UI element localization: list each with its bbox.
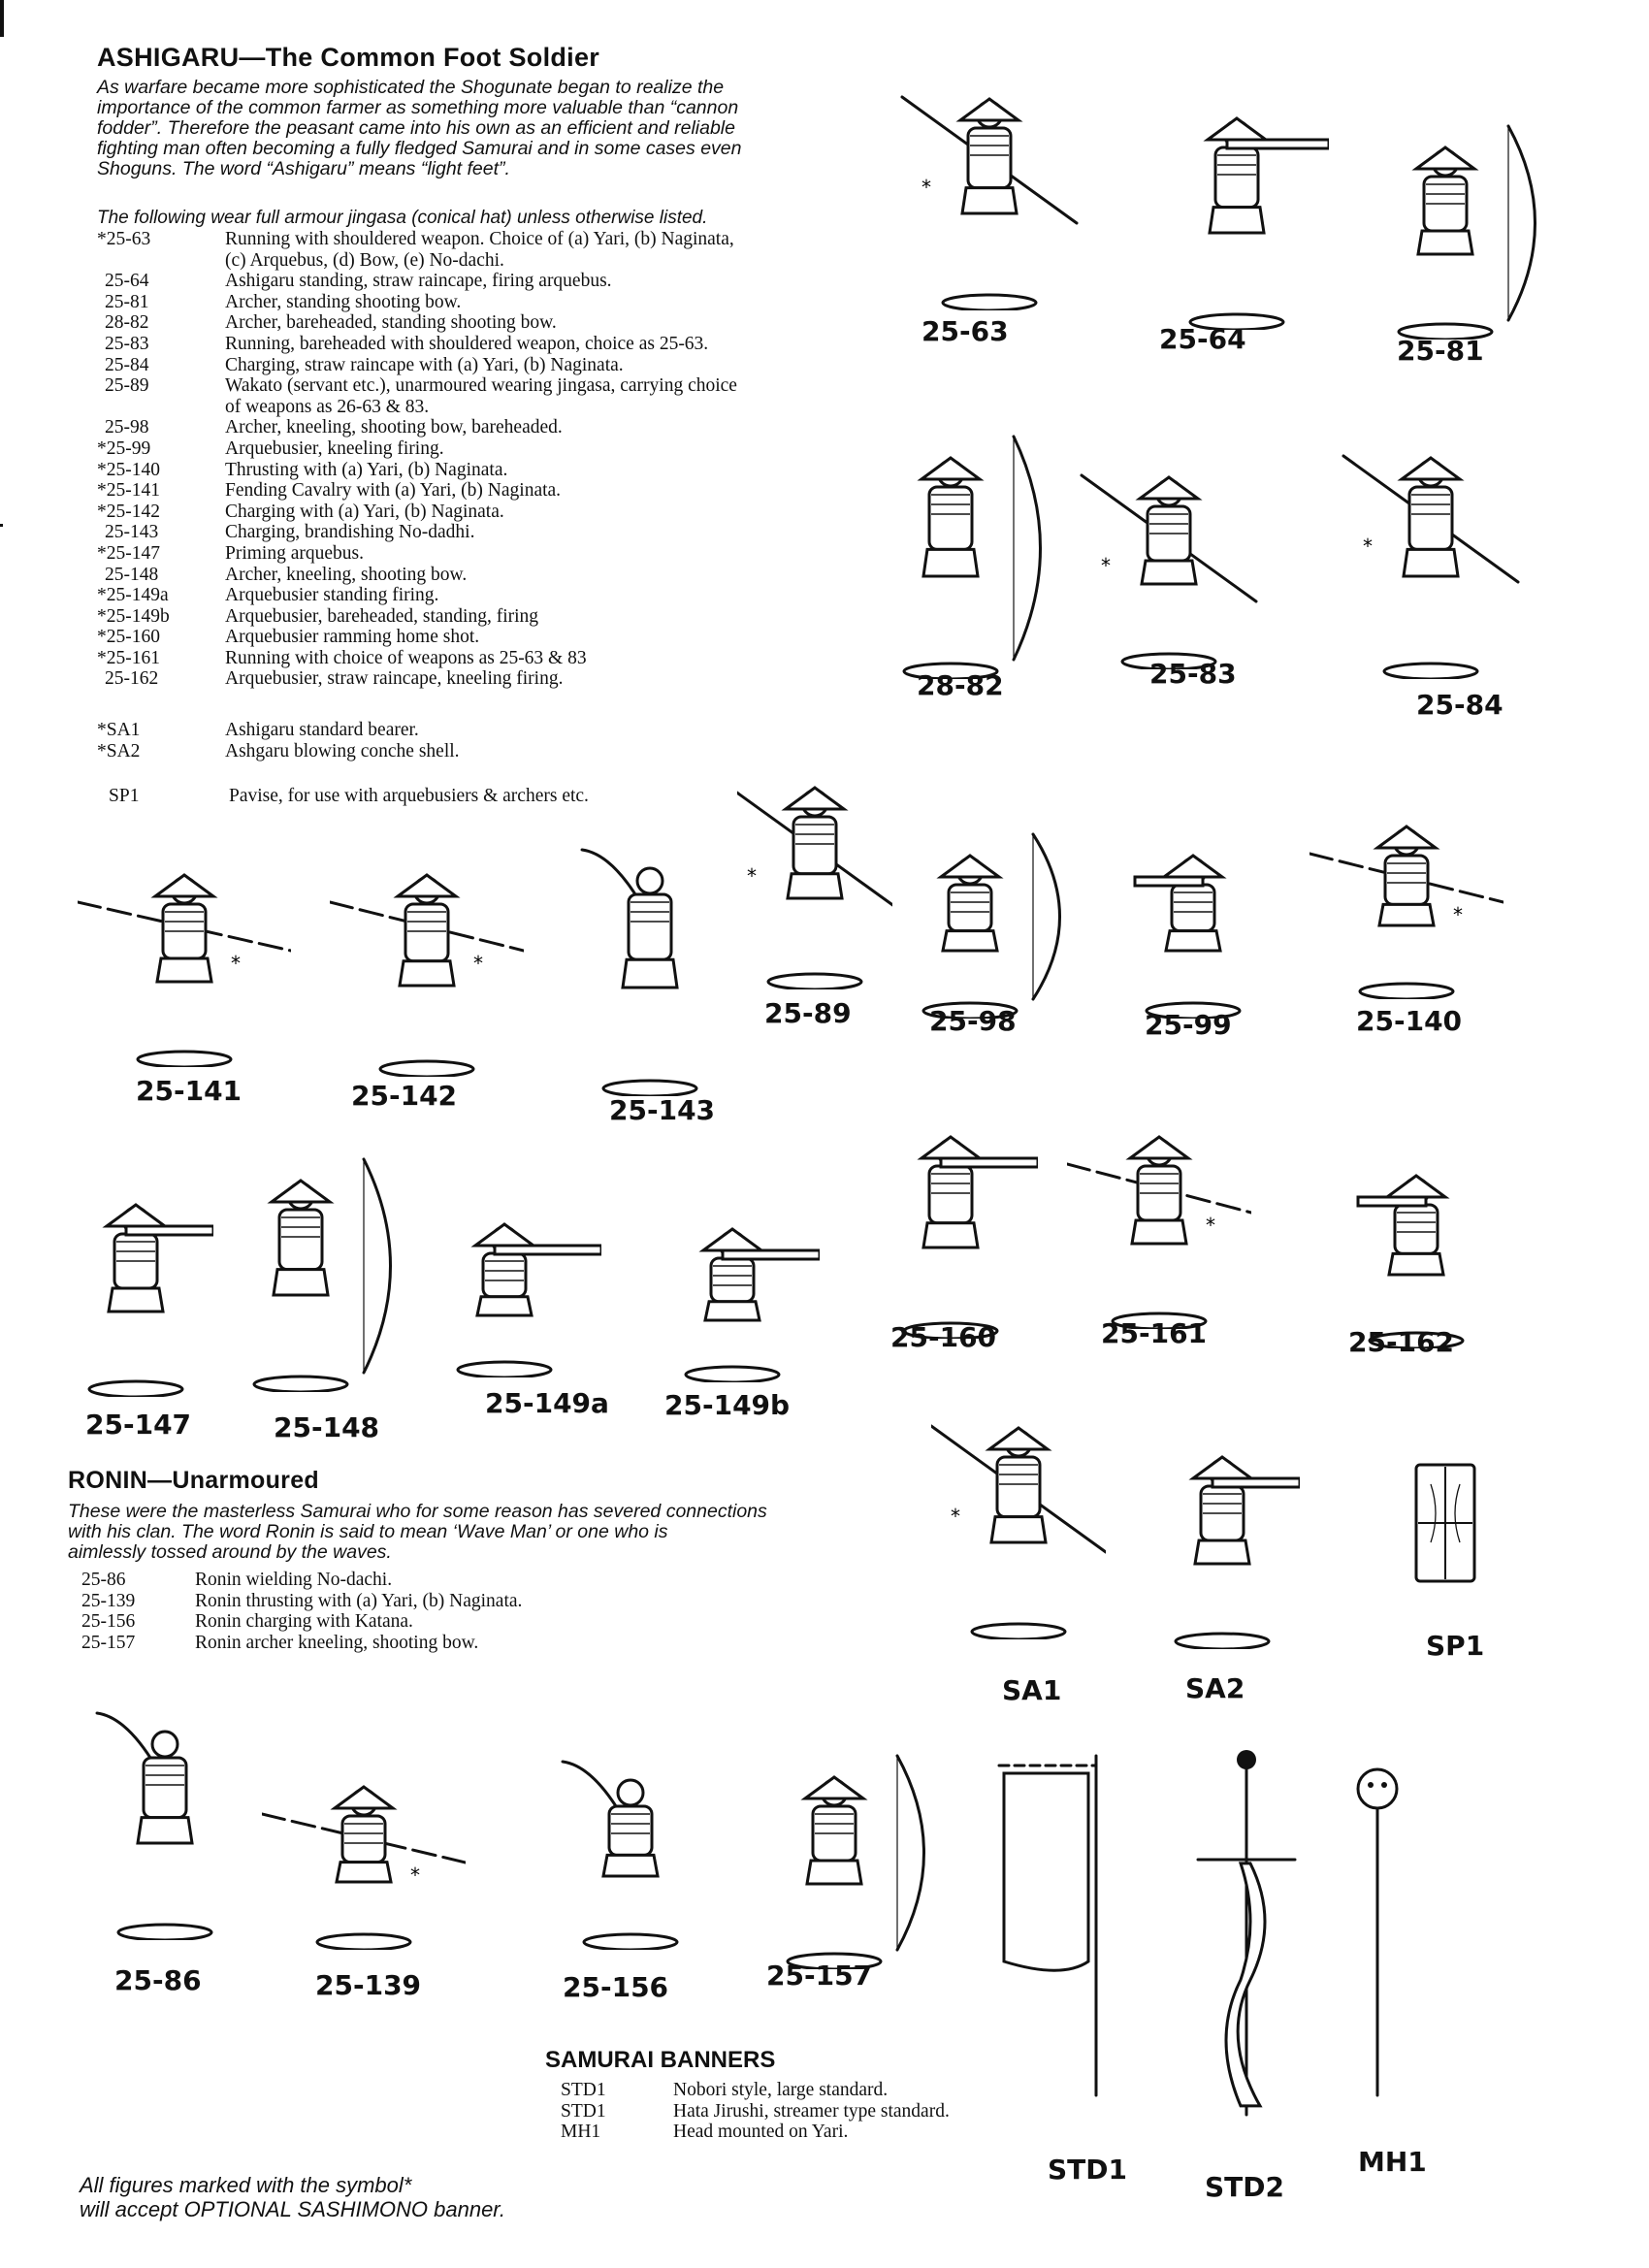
figure-drawing — [863, 1106, 1038, 1339]
figure-drawing — [1339, 427, 1523, 679]
figure-drawing — [931, 1397, 1106, 1639]
item-code: 25-98 — [105, 417, 149, 438]
item-code: 25-156 — [81, 1611, 136, 1633]
list-item — [97, 720, 892, 741]
figure-illustration — [1339, 427, 1523, 679]
figure-drawing — [989, 1746, 1135, 2105]
intro-line: Shoguns. The word “Ashigaru” means “light feet”. — [97, 158, 510, 179]
list-item — [97, 397, 892, 418]
item-desc: Arquebusier, straw raincape, kneeling firing. — [225, 668, 564, 690]
list-item — [74, 1591, 753, 1612]
figure-drawing — [1397, 1455, 1494, 1610]
figure-illustration — [223, 1140, 398, 1392]
list-item — [553, 2080, 1057, 2101]
item-code: 25-157 — [81, 1632, 136, 1653]
figure-illustration — [645, 1198, 820, 1382]
figure-label: 25-63 — [922, 315, 1009, 347]
figure-illustration — [873, 417, 1048, 679]
list-item — [97, 250, 892, 272]
footnote-line: All figures marked with the symbol* — [80, 2173, 412, 2197]
figure-illustration — [543, 1746, 718, 1950]
item-desc: Fending Cavalry with (a) Yari, (b) Naginata. — [225, 480, 562, 502]
figure-label: MH1 — [1358, 2146, 1427, 2178]
item-desc: Charging, brandishing No-dadhi. — [225, 522, 475, 543]
figure-illustration — [1358, 107, 1552, 340]
list-item — [97, 334, 892, 355]
list-item — [97, 271, 892, 292]
banners-list — [553, 2080, 1057, 2143]
item-desc: Arquebusier, bareheaded, standing, firing — [225, 605, 539, 627]
item-code: *25-140 — [97, 459, 160, 480]
figure-drawing — [1145, 1426, 1300, 1649]
item-desc: Thrusting with (a) Yari, (b) Naginata. — [225, 459, 508, 480]
figure-illustration — [407, 1193, 601, 1377]
list-item — [97, 627, 892, 648]
list-item — [97, 355, 892, 376]
figure-drawing — [1145, 87, 1329, 330]
figure-drawing — [1188, 1746, 1305, 2124]
list-item — [97, 648, 892, 669]
figure-illustration — [1188, 1746, 1305, 2124]
figure-label: 25-149b — [664, 1389, 791, 1421]
figure-label: 25-149a — [485, 1387, 609, 1419]
list-item — [553, 2122, 1057, 2143]
list-item — [74, 1570, 753, 1591]
item-desc: Ashigaru standard bearer. — [225, 720, 419, 740]
figure-illustration — [1329, 1135, 1504, 1348]
figure-illustration — [68, 1698, 262, 1940]
footnote-line: will accept OPTIONAL SASHIMONO banner. — [80, 2197, 505, 2221]
figure-illustration — [1310, 795, 1504, 999]
svg-text:*: * — [1101, 554, 1111, 577]
figure-illustration — [1145, 1426, 1300, 1649]
item-desc: Hata Jirushi, streamer type standard. — [673, 2100, 950, 2122]
svg-text:*: * — [747, 864, 757, 888]
item-code: *25-149a — [97, 585, 169, 606]
figure-drawing — [737, 1736, 951, 1969]
edge-mark — [0, 0, 4, 37]
ronin-intro — [68, 1502, 902, 1563]
list-item — [97, 229, 892, 250]
figure-label: SP1 — [1426, 1630, 1485, 1662]
figure-drawing — [330, 844, 524, 1077]
ashigaru-title: ASHIGARU—The Common Foot Soldier — [97, 43, 600, 72]
item-code: 25-64 — [105, 271, 149, 292]
figure-label: 25-147 — [85, 1409, 192, 1441]
item-code: STD1 — [561, 2080, 606, 2100]
item-desc: Ronin archer kneeling, shooting bow. — [195, 1632, 479, 1653]
figure-illustration — [892, 68, 1086, 310]
item-code: 25-89 — [105, 375, 149, 397]
list-item — [74, 1611, 753, 1633]
item-desc: Ronin charging with Katana. — [195, 1611, 413, 1633]
figure-illustration — [737, 1736, 951, 1969]
item-code: 25-84 — [105, 354, 149, 375]
list-item — [97, 522, 892, 543]
figure-label: 25-99 — [1145, 1009, 1232, 1041]
figure-label: 25-86 — [114, 1964, 202, 1996]
item-desc: Ronin thrusting with (a) Yari, (b) Naginata. — [195, 1590, 523, 1611]
figure-drawing — [737, 757, 892, 989]
figure-illustration — [1077, 446, 1261, 669]
figure-illustration — [262, 1756, 466, 1950]
item-desc: Arquebusier standing firing. — [225, 585, 439, 606]
figure-drawing — [892, 68, 1086, 310]
figure-label: SA2 — [1185, 1672, 1245, 1704]
figure-drawing — [1358, 107, 1552, 340]
list-item — [97, 460, 892, 481]
item-desc: Head mounted on Yari. — [673, 2122, 849, 2143]
list-item — [97, 292, 892, 313]
intro-line: These were the masterless Samurai who for some reason has severed connections — [68, 1501, 767, 1522]
item-desc: Archer, kneeling, shooting bow. — [225, 564, 468, 585]
ashigaru-list — [97, 229, 892, 690]
figure-drawing — [1067, 1106, 1251, 1329]
figure-illustration — [1067, 1106, 1251, 1329]
figure-label: 25-140 — [1356, 1005, 1463, 1037]
svg-text:*: * — [231, 952, 241, 975]
figure-label: 25-139 — [315, 1969, 422, 2001]
figure-drawing — [58, 1174, 213, 1397]
item-code — [97, 250, 225, 272]
figure-label: 25-98 — [929, 1005, 1017, 1037]
list-item — [74, 1633, 753, 1654]
figure-drawing — [1077, 446, 1261, 669]
figure-drawing — [78, 844, 291, 1067]
item-code: 25-139 — [81, 1590, 136, 1611]
item-code: *25-160 — [97, 627, 160, 648]
item-desc: Archer, standing shooting bow. — [225, 291, 462, 312]
figure-drawing — [68, 1698, 262, 1940]
item-desc: Nobori style, large standard. — [673, 2080, 889, 2100]
figure-label: 25-156 — [563, 1971, 669, 2003]
item-desc: Arquebusier ramming home shot. — [225, 627, 480, 648]
figure-drawing — [563, 834, 737, 1096]
item-code: *25-161 — [97, 647, 160, 668]
item-code: STD1 — [561, 2100, 606, 2122]
svg-text:*: * — [1206, 1214, 1215, 1237]
figure-label: 28-82 — [917, 669, 1004, 701]
figure-drawing — [645, 1198, 820, 1382]
item-desc: Priming arquebus. — [225, 542, 364, 564]
list-item — [97, 606, 892, 628]
list-item — [97, 543, 892, 565]
figure-label: 25-64 — [1159, 323, 1246, 355]
figure-label: 25-141 — [136, 1075, 242, 1107]
figure-illustration — [58, 1174, 213, 1397]
figure-label: STD2 — [1205, 2171, 1284, 2203]
list-item — [97, 565, 892, 586]
svg-text:*: * — [410, 1863, 420, 1887]
figure-illustration — [1397, 1455, 1494, 1610]
figure-illustration — [330, 844, 524, 1077]
item-code: 25-86 — [81, 1570, 126, 1590]
figure-illustration — [563, 834, 737, 1096]
figure-label: 25-157 — [766, 1960, 873, 1992]
item-desc: Wakato (servant etc.), unarmoured wearing jingasa, carrying choice — [225, 375, 737, 397]
figure-label: 25-162 — [1348, 1326, 1455, 1358]
svg-text:*: * — [922, 176, 931, 199]
item-code: 25-143 — [105, 522, 159, 543]
intro-line: with his clan. The word Ronin is said to mean ‘Wave Man’ or one who is — [68, 1521, 668, 1542]
item-desc: Ashgaru blowing conche shell. — [225, 740, 460, 761]
figure-illustration — [1348, 1756, 1406, 2105]
footnote — [80, 2173, 505, 2221]
item-code: *SA2 — [97, 740, 141, 761]
figure-label: 25-142 — [351, 1080, 458, 1112]
figure-illustration — [931, 1397, 1106, 1639]
figure-drawing — [543, 1746, 718, 1950]
item-code: *25-147 — [97, 542, 160, 564]
ronin-title: RONIN—Unarmoured — [68, 1467, 319, 1494]
item-code: *25-63 — [97, 229, 151, 249]
item-desc: Arquebusier, kneeling firing. — [225, 437, 444, 459]
list-item — [553, 2101, 1057, 2122]
item-desc: of weapons as 26-63 & 83. — [225, 396, 430, 417]
list-item — [97, 417, 892, 438]
figure-illustration — [863, 1106, 1038, 1339]
figure-drawing — [1116, 815, 1271, 1019]
item-code: MH1 — [561, 2122, 601, 2143]
figure-illustration — [892, 815, 1067, 1019]
list-item — [97, 668, 892, 690]
figure-drawing — [407, 1193, 601, 1377]
svg-text:*: * — [1453, 903, 1463, 926]
figure-drawing — [1348, 1756, 1406, 2105]
figure-illustration — [1145, 87, 1329, 330]
intro-line: fighting man often becoming a fully fledged Samurai and in some cases even — [97, 138, 742, 159]
item-desc: (c) Arquebus, (d) Bow, (e) No-dachi. — [225, 249, 504, 271]
intro-line: As warfare became more sophisticated the Shogunate began to realize the — [97, 77, 725, 98]
item-code: SP1 — [109, 786, 140, 806]
item-code — [97, 397, 225, 418]
item-desc: Running with shouldered weapon. Choice of (a) Yari, (b) Naginata, — [225, 229, 734, 249]
item-code: *25-141 — [97, 480, 160, 502]
item-code: 25-81 — [105, 291, 149, 312]
figure-label: SA1 — [1002, 1674, 1062, 1706]
figure-label: 25-160 — [890, 1321, 997, 1353]
item-code: 25-148 — [105, 564, 159, 585]
list-item — [97, 502, 892, 523]
figure-drawing — [223, 1140, 398, 1392]
item-code: 25-83 — [105, 333, 149, 354]
ronin-list — [74, 1570, 753, 1653]
figure-label: 25-89 — [764, 997, 852, 1029]
item-code: *25-149b — [97, 605, 170, 627]
item-desc: Ashigaru standing, straw raincape, firing arquebus. — [225, 271, 612, 292]
intro-line: fodder”. Therefore the peasant came into his own as an efficient and reliable — [97, 117, 735, 139]
figure-drawing — [892, 815, 1067, 1019]
ashigaru-extra-list — [97, 720, 892, 761]
ashigaru-subtitle: The following wear full armour jingasa (conical hat) unless otherwise listed. — [97, 208, 708, 228]
figure-drawing — [262, 1756, 466, 1950]
figure-illustration — [1116, 815, 1271, 1019]
item-code: 25-162 — [105, 668, 159, 690]
list-item — [97, 312, 892, 334]
item-desc: Archer, kneeling, shooting bow, bareheaded. — [225, 417, 563, 438]
item-desc: Running, bareheaded with shouldered weapon, choice as 25-63. — [225, 333, 709, 354]
figure-label: 25-84 — [1416, 689, 1504, 721]
list-item — [97, 480, 892, 502]
svg-text:*: * — [473, 952, 483, 975]
list-item — [97, 438, 892, 460]
intro-line: importance of the common farmer as something more valuable than “cannon — [97, 97, 739, 118]
item-desc: Archer, bareheaded, standing shooting bow. — [225, 312, 557, 334]
item-desc: Charging, straw raincape with (a) Yari, (b) Naginata. — [225, 354, 624, 375]
item-code: *25-99 — [97, 437, 151, 459]
figure-label: 25-83 — [1149, 658, 1237, 690]
figure-label: 25-81 — [1397, 335, 1484, 367]
figure-label: STD1 — [1048, 2154, 1127, 2186]
figure-illustration — [989, 1746, 1135, 2105]
item-desc: Running with choice of weapons as 25-63 & 83 — [225, 647, 587, 668]
figure-illustration — [78, 844, 291, 1067]
svg-text:*: * — [1363, 535, 1373, 558]
banners-title: SAMURAI BANNERS — [545, 2047, 776, 2073]
figure-illustration — [737, 757, 892, 989]
figure-label: 25-143 — [609, 1094, 716, 1126]
item-desc: Charging with (a) Yari, (b) Naginata. — [225, 501, 504, 522]
list-item — [97, 375, 892, 397]
svg-text:*: * — [951, 1505, 960, 1528]
figure-drawing — [1310, 795, 1504, 999]
intro-line: aimlessly tossed around by the waves. — [68, 1541, 392, 1563]
item-desc: Pavise, for use with arquebusiers & archers etc. — [229, 786, 589, 806]
figure-drawing — [1329, 1135, 1504, 1348]
item-desc: Ronin wielding No-dachi. — [195, 1570, 393, 1590]
figure-label: 25-148 — [274, 1411, 380, 1443]
ashigaru-intro — [97, 78, 892, 179]
figure-label: 25-161 — [1101, 1317, 1208, 1349]
item-code: *25-142 — [97, 501, 160, 522]
item-code: 28-82 — [105, 312, 149, 334]
figure-drawing — [873, 417, 1048, 679]
list-item — [97, 585, 892, 606]
edge-mark — [0, 524, 3, 527]
item-code: *SA1 — [97, 720, 141, 740]
